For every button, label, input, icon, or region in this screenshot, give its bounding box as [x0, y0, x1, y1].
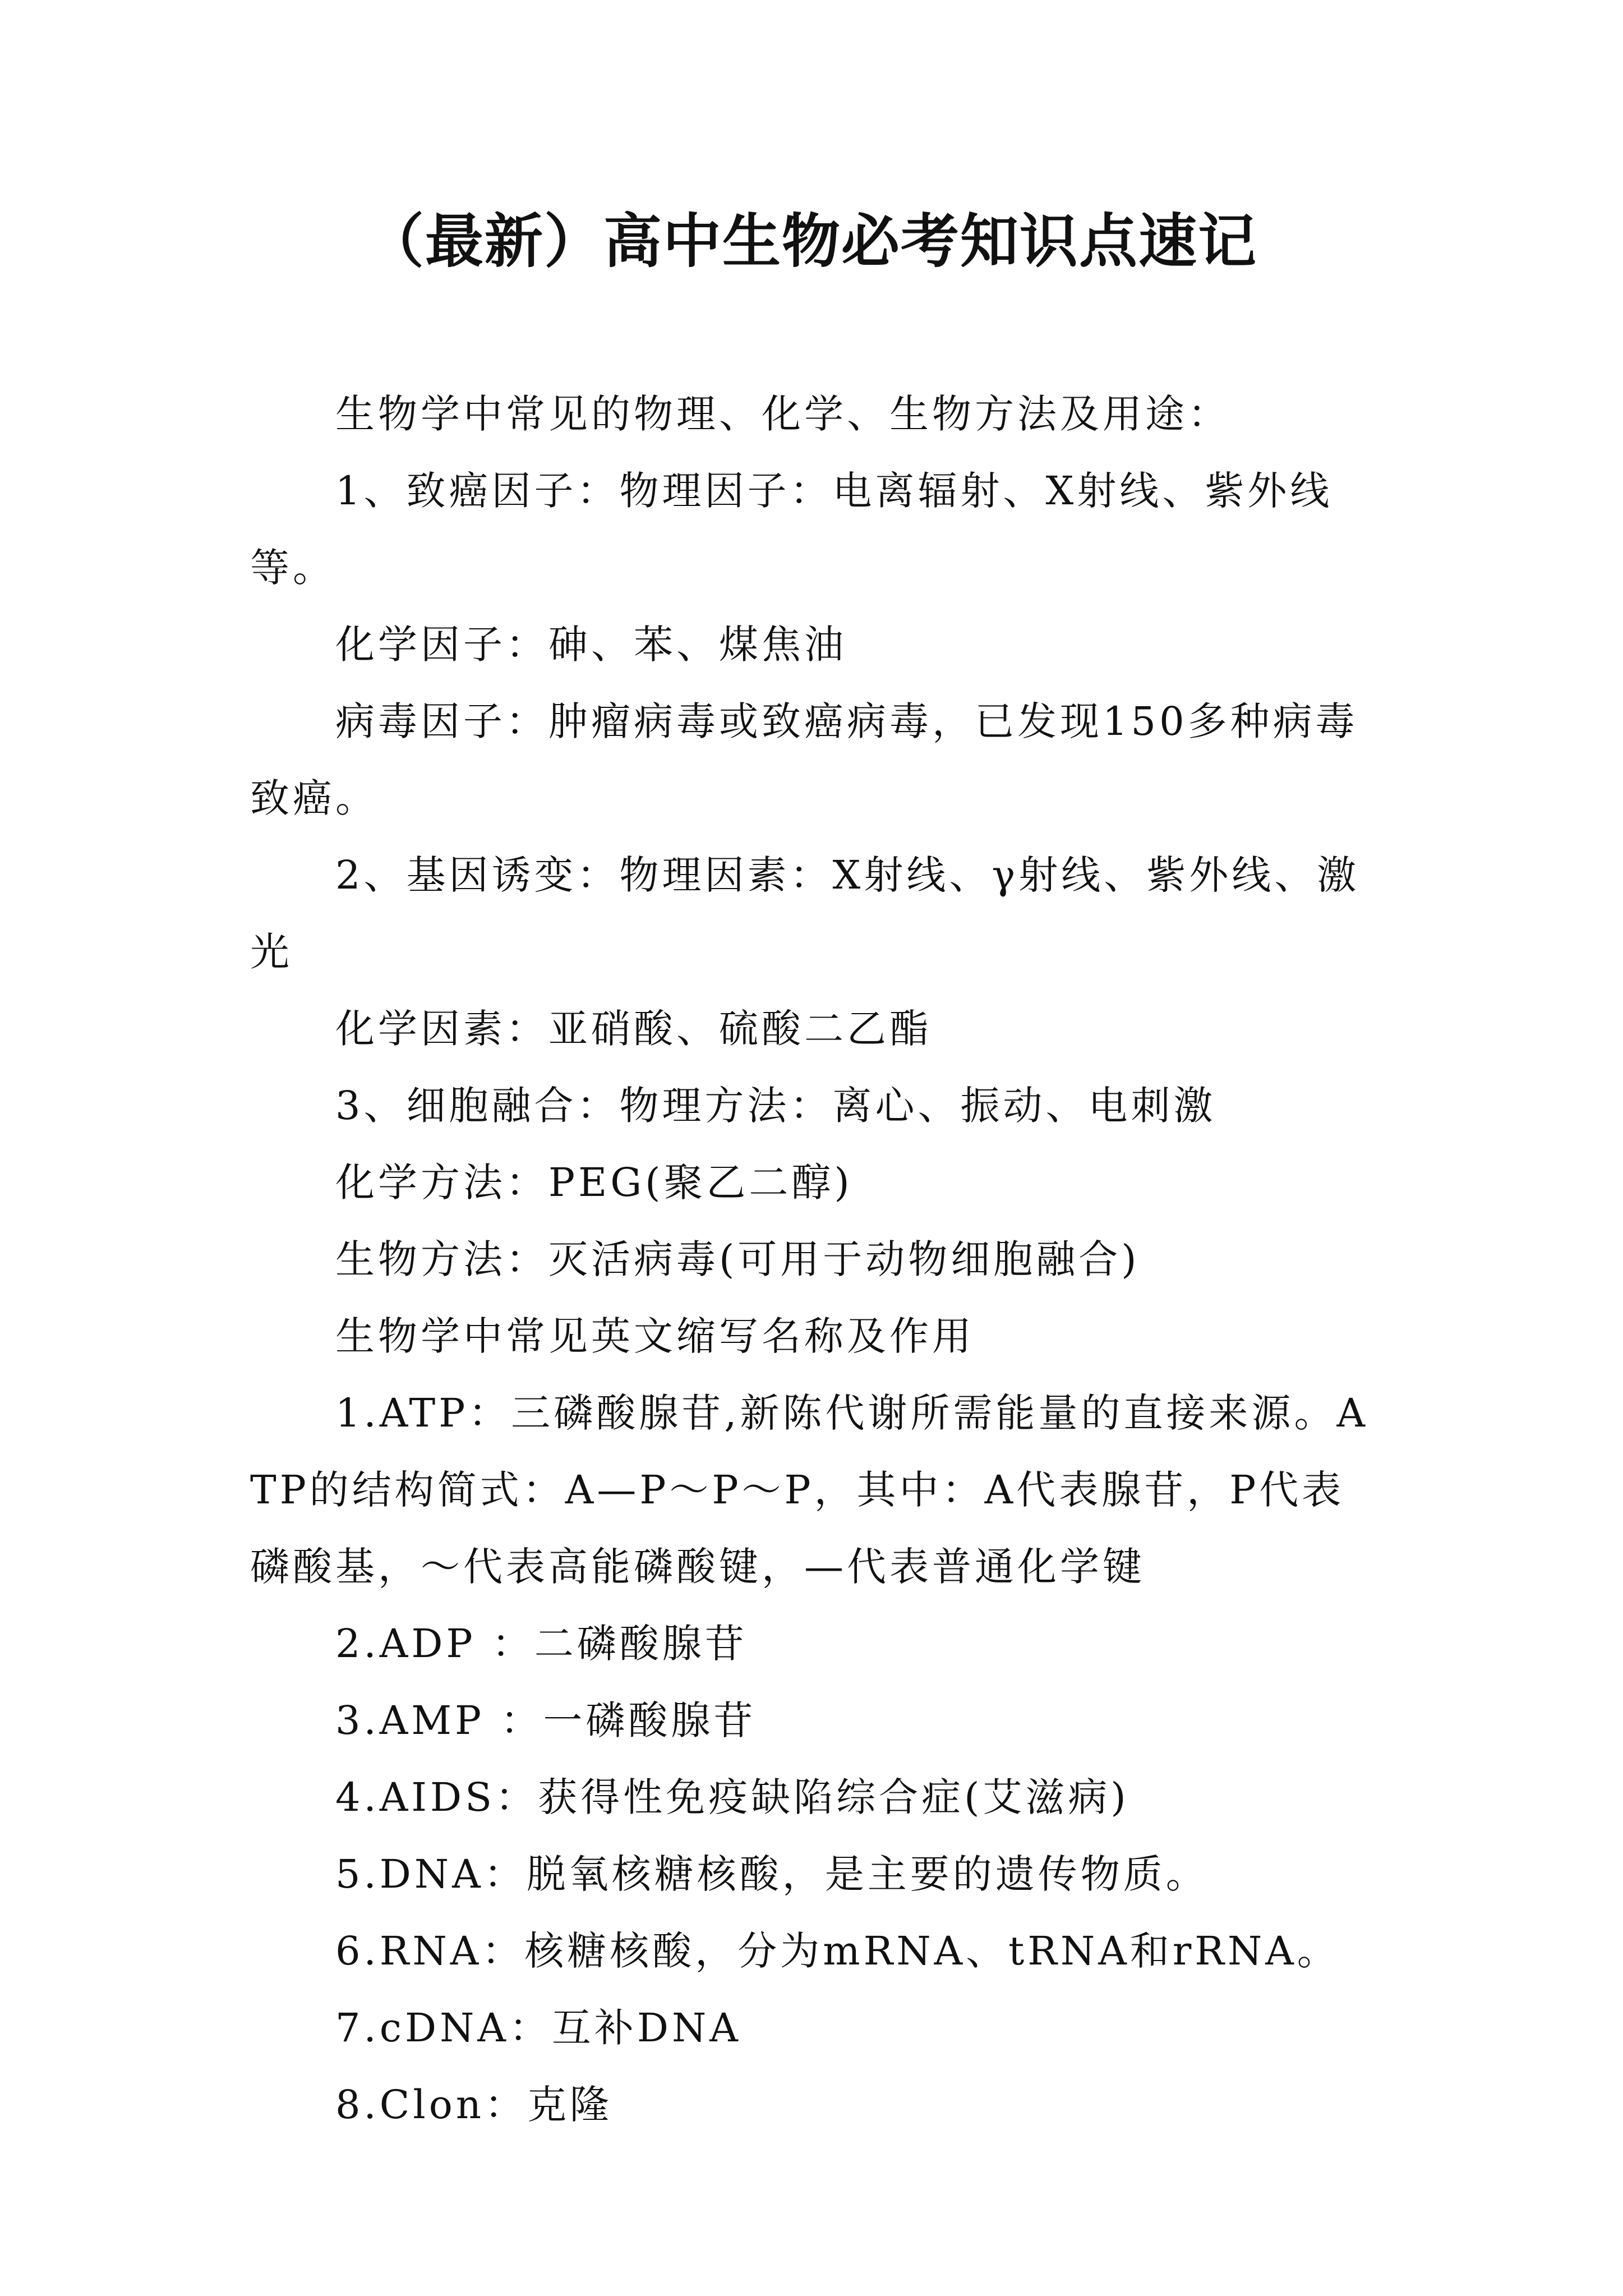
paragraph: 3、细胞融合：物理方法：离心、振动、电刺激	[335, 1083, 1216, 1129]
paragraph: 7.cDNA：互补DNA	[335, 2005, 741, 2051]
paragraph: 生物学中常见的物理、化学、生物方法及用途：	[335, 391, 1230, 437]
paragraph: 6.RNA：核糖核酸，分为mRNA、tRNA和rRNA。	[335, 1928, 1340, 1974]
paragraph: 2、基因诱变：物理因素：X射线、γ射线、紫外线、激光	[250, 852, 1360, 975]
page-title: （最新）高中生物必考知识点速记	[365, 207, 1257, 275]
paragraph: 化学因素：亚硝酸、硫酸二乙酯	[335, 1006, 932, 1052]
paragraph: 化学因子：砷、苯、煤焦油	[335, 622, 847, 668]
paragraph: 8.Clon：克隆	[335, 2082, 612, 2128]
paragraph: 1、致癌因子：物理因子：电离辐射、X射线、紫外线等。	[250, 468, 1333, 591]
paragraph: 5.DNA：脱氧核糖核酸，是主要的遗传物质。	[335, 1851, 1209, 1897]
paragraph: 病毒因子：肿瘤病毒或致癌病毒，已发现150多种病毒致癌。	[250, 698, 1358, 821]
paragraph: 2.ADP ：二磷酸腺苷	[335, 1621, 748, 1667]
section-heading: 生物学中常见英文缩写名称及作用	[335, 1313, 975, 1359]
paragraph: 1.ATP：三磷酸腺苷,新陈代谢所需能量的直接来源。ATP的结构简式：A—P～P～P，其中：A代表腺苷，P代表磷酸基，～代表高能磷酸键，—代表普通化学键	[250, 1390, 1369, 1590]
document-body	[250, 376, 1383, 2143]
paragraph: 生物方法：灭活病毒(可用于动物细胞融合)	[335, 1236, 1140, 1282]
paragraph: 化学方法：PEG(聚乙二醇)	[335, 1159, 853, 1205]
paragraph: 4.AIDS：获得性免疫缺陷综合症(艾滋病)	[335, 1774, 1129, 1820]
paragraph: 3.AMP ：一磷酸腺苷	[335, 1697, 757, 1743]
